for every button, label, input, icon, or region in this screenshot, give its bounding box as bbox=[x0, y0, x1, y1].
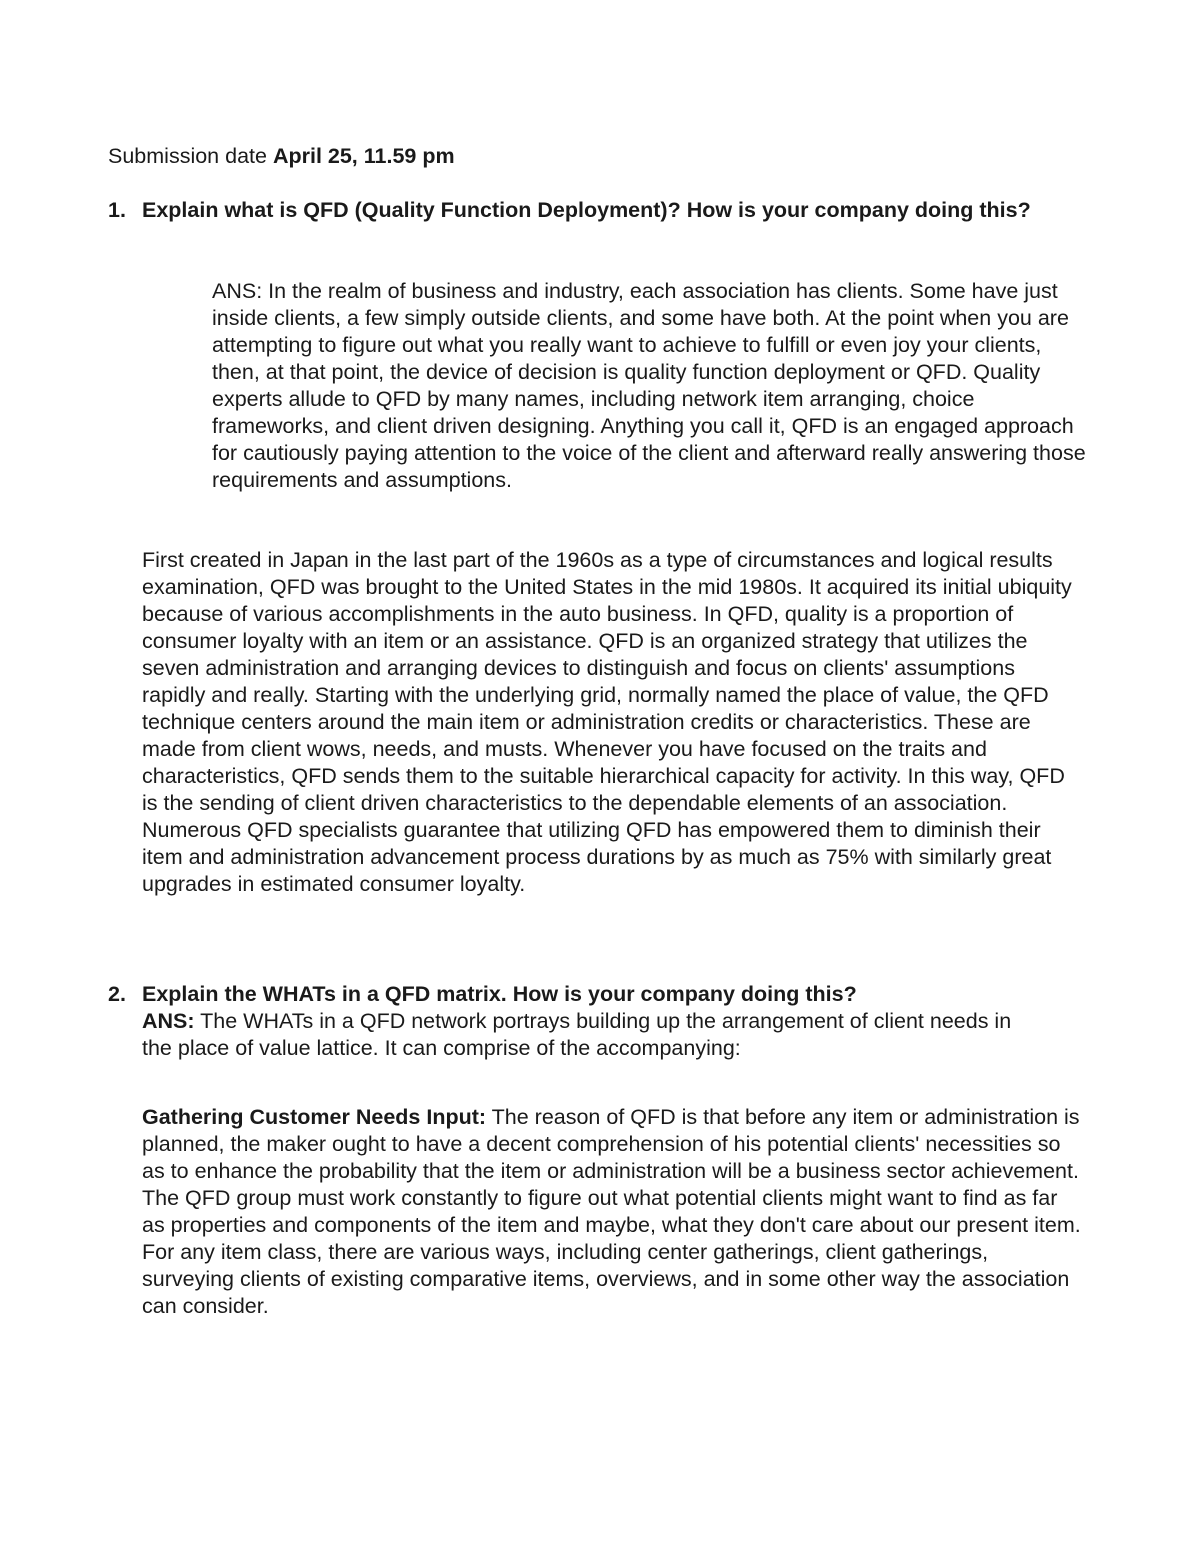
question-1-number: 1. bbox=[108, 198, 126, 222]
answer-1-paragraph: ANS: In the realm of business and industry, each association has clients. Some have just inside clients, a few simply outside clients, and some have both. At the point when you are attempting to figure out what you really want to achieve to fulfill or even joy your clients, then, at that point, the device of decision is quality function deployment or QFD. Quality experts allude to QFD by many names, including network item arranging, choice frameworks, and client driven designing. Anything you call it, QFD is an engaged approach for cautiously paying attention to the voice of the client and afterward really answering those requirements and assumptions. bbox=[212, 279, 1086, 492]
submission-date: April 25, 11.59 pm bbox=[272, 144, 455, 168]
question-1 bbox=[108, 197, 1088, 224]
question-2-text: Explain the WHATs in a QFD matrix. How is your company doing this? bbox=[142, 982, 857, 1006]
submission-label: Submission date bbox=[108, 144, 273, 168]
submission-line bbox=[108, 143, 1088, 170]
qfd-history-paragraph: First created in Japan in the last part of the 1960s as a type of circumstances and logical results examination, QFD was brought to the United States in the mid 1980s. It acquired its initial ubiquity because of various accomplishments in the auto business. In QFD, quality is a proportion of consumer loyalty with an item or an assistance. QFD is an organized strategy that utilizes the seven administration and arranging devices to distinguish and focus on clients' assumptions rapidly and really. Starting with the underlying grid, normally named the place of value, the QFD technique centers around the main item or administration credits or characteristics. These are made from client wows, needs, and musts. Whenever you have focused on the traits and characteristics, QFD sends them to the suitable hierarchical capacity for activity. In this way, QFD is the sending of client driven characteristics to the dependable elements of an association. Numerous QFD specialists guarantee that utilizing QFD has empowered them to diminish their item and administration advancement process durations by as much as 75% with similarly great upgrades in estimated consumer loyalty. bbox=[142, 548, 1072, 896]
answer-2-text: The WHATs in a QFD network portrays building up the arrangement of client needs in the place of value lattice. It can comprise of the accompanying: bbox=[142, 1009, 1012, 1060]
question-1-text: Explain what is QFD (Quality Function Deployment)? How is your company doing this? bbox=[142, 198, 1031, 222]
answer-2-label: ANS: bbox=[142, 1009, 195, 1033]
customer-needs-heading: Gathering Customer Needs Input: bbox=[142, 1105, 487, 1129]
customer-needs-paragraph bbox=[142, 1104, 1082, 1320]
question-2 bbox=[108, 981, 1088, 1008]
customer-needs-text: The reason of QFD is that before any item or administration is planned, the maker ought to have a decent comprehension of his potential clients' necessities so as to enhance the probability that the item or administration will be a business sector achievement. The QFD group must work constantly to figure out what potential clients might want to find as far as properties and components of the item and maybe, what they don't care about our present item. For any item class, there are various ways, including center gatherings, client gatherings, surveying clients of existing comparative items, overviews, and in some other way the association can consider. bbox=[142, 1105, 1081, 1318]
answer-2-paragraph bbox=[142, 1008, 1042, 1062]
question-2-number: 2. bbox=[108, 982, 126, 1006]
